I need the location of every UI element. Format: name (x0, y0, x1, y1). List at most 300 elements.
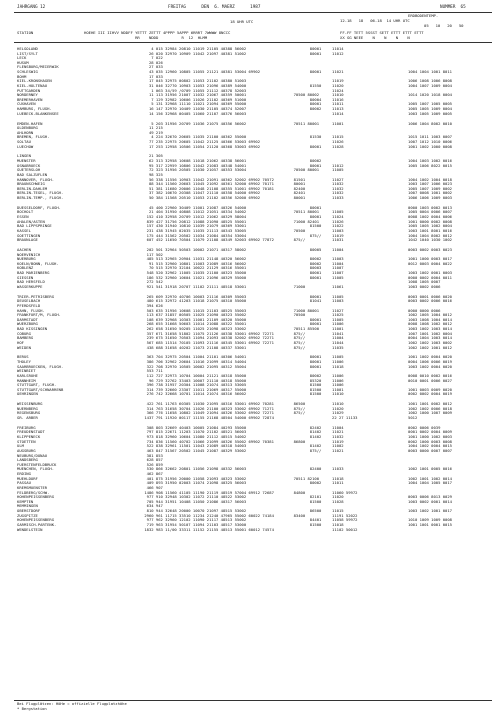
station-right-codes: 11021 (332, 69, 344, 75)
station-right-codes: 11002 (332, 443, 344, 449)
station-code-groups: 31 046 32770 10903 11053 21096 40389 54000 (142, 82, 247, 88)
station-code-groups: 113 637 31857 00505 11025 21090 40323 55002 (142, 312, 247, 318)
station-name: ESSEN (17, 214, 29, 220)
station-name: MEMMINGEN (17, 503, 38, 509)
station-soil-temps: 0003 0002 0006 0016 (408, 298, 452, 304)
station-soil-temps: 1001 1000 0003 0017 (408, 256, 452, 262)
station-extra-codes: 85320 (282, 377, 322, 383)
station-extra-codes: 81500 (282, 521, 322, 527)
station-code-groups: 1486 908 11560 41105 11190 21119 48519 57004 69912 72687 (142, 489, 274, 495)
station-extra-codes: 80004 (282, 96, 322, 102)
station-right-codes: 11029 (332, 410, 344, 416)
station-right-codes: 11003 (332, 298, 344, 304)
station-name: KOBLENZ (17, 265, 34, 271)
station-code-groups: 485 513 32965 20904 11031 21148 40320 56002 (142, 256, 247, 262)
station-name: BRAUNSCHWEIG (17, 181, 45, 187)
station-soil-temps: 1004 1004 1005 0017 (408, 480, 452, 486)
station-code-groups: 396 738 31957 20304 11008 21074 40313 53005 (142, 382, 247, 388)
station-extra-codes: 875// (282, 339, 306, 345)
station-soil-temps: 1010 1009 1009 0008 (408, 517, 452, 523)
station-soil-temps: 0003 0001 0006 0020 (408, 293, 452, 299)
station-soil-temps: 1003 1002 0001 0003 (408, 270, 452, 276)
station-name: SCHLESWIG (17, 69, 38, 75)
station-code-groups: 27 033 (142, 64, 163, 70)
station-code-groups: 734 836 11560 40702 11066 21099 40326 55002 69902 70381 (142, 438, 274, 444)
station-extra-codes: 81550 (282, 82, 322, 88)
station-extra-codes: 84401 (282, 517, 322, 523)
station-name: HELGOLAND (17, 46, 38, 51)
station-right-codes: 11018 (332, 363, 344, 369)
station-name: STUTTGART, FLUGH. (17, 382, 57, 388)
station-code-groups: 152 410 32958 20709 11012 21062 40329 58004 (142, 214, 247, 220)
station-name: BREMEN, FLUGH. (17, 134, 50, 140)
station-soil-temps: 1003 0002 0006 (408, 283, 441, 289)
station-soil-temps: 0002 1000 0003 0008 (408, 438, 452, 444)
station-code-groups: 1832 983 11/00 33311 11152 21155 48513 55001 60012 74574 (142, 526, 274, 532)
station-code-groups: 363 704 32975 20504 11004 21101 40306 54001 (142, 354, 247, 360)
station-name: OEHRINGEN (17, 391, 38, 397)
station-code-groups: 112 727 32973 10704 10004 21121 40318 55000 (142, 372, 247, 378)
table-row (0, 112, 504, 117)
station-code-groups: 366 776 11658 10802 11049 21094 40326 53002 69902 72271 (142, 410, 274, 416)
station-code-groups: 973 818 32960 10604 11080 21112 48515 54002 (142, 434, 247, 440)
station-extra-codes: 875// (282, 410, 306, 416)
station-name: LANDSBERG (17, 457, 38, 463)
station-right-codes: 11027 (332, 176, 344, 182)
station-right-codes: 11027 (332, 307, 344, 313)
station-soil-temps: 1014 1020 1018 0004 (408, 92, 452, 98)
station-code-groups: 17 253 12958 10506 11054 21120 40368 53003 69902 (142, 143, 261, 149)
station-soil-temps: 1005 1005 1009 0004 (408, 106, 452, 112)
station-code-groups: 705 944 31951 10408 11050 21086 40317 56003 (142, 498, 247, 504)
station-extra-codes: 80002 (282, 256, 322, 262)
station-name: HUSUM (17, 59, 29, 65)
station-name: FELDBERG/SCHW. (17, 489, 50, 495)
station-name: PUTTGARDEN (17, 87, 41, 93)
station-code-groups: 553 711 (142, 368, 163, 374)
station-right-codes: 11020 (332, 82, 344, 88)
station-extra-codes: 80002 (282, 480, 322, 486)
station-soil-temps: 0002 0002 0004 0019 (408, 391, 452, 397)
station-name: BERLIN-DAHLEM (17, 185, 48, 191)
station-extra-codes: 70511 80001 (282, 120, 320, 126)
station-extra-codes: 875// (282, 232, 322, 238)
station-soil-temps: 0003 0002 0003 0023 (408, 246, 452, 252)
station-right-codes: 11028 (332, 498, 344, 504)
station-name: EMDEN-HAFEN (17, 120, 43, 126)
station-right-codes: 11011 (332, 480, 344, 486)
station-code-groups: 322 708 32970 10505 10002 21095 40312 55004 (142, 363, 247, 369)
station-soil-temps: 1007 1001 1002 0004 (408, 330, 452, 336)
station-right-codes: 11010 (332, 391, 344, 397)
station-soil-temps: 1003 1005 1009 0005 (408, 110, 452, 116)
station-name: MANNHEIM (17, 377, 36, 383)
station-name: WEINBIET (17, 368, 36, 374)
station-code-groups: 463 847 31567 20502 11045 21087 40329 53002 (142, 447, 247, 453)
station-name: THOLEY (17, 359, 31, 365)
station-right-codes: 11024 (332, 87, 344, 93)
station-soil-temps: 1003 1002 1003 0014 (408, 326, 452, 332)
station-code-groups: 239 675 31650 70503 11094 21093 40338 52002 69902 72271 (142, 335, 274, 341)
station-right-codes: 11021 (332, 429, 344, 435)
station-name: LECK (17, 55, 27, 61)
station-code-groups: 526 859 (142, 461, 163, 467)
station-name: HOHENPEISSENBERG (17, 494, 55, 500)
station-soil-temps: 1006 1008 1006 8008 (408, 78, 452, 84)
station-soil-temps: 1003 1007 1006 0023 (408, 181, 452, 187)
station-code-groups: 503 635 31956 10608 11015 21103 48525 55003 (142, 307, 247, 313)
station-right-codes: 11060 59972 (332, 489, 358, 495)
station-extra-codes: 80002 (282, 372, 322, 378)
station-right-codes: 11011 (332, 101, 344, 107)
station-soil-temps: 1001 1000 1002 0003 (408, 434, 452, 440)
station-code-groups: 231 438 31945 02035 11035 21113 40343 53005 (142, 227, 247, 233)
station-name: BERLIN-TEGEL, FLUGH. (17, 190, 64, 196)
station-soil-temps: 1006 1004 8002 0010 (408, 120, 452, 126)
station-name: BOHM (17, 73, 27, 79)
station-soil-temps: 0000 1003 0002 0013 (408, 204, 452, 210)
station-name: BREMERHAVEN (17, 96, 43, 102)
table-row (0, 392, 504, 397)
station-right-codes: 11004 (332, 260, 344, 266)
station-extra-codes: 71000 82401 (282, 218, 320, 224)
station-extra-codes: 86500 (282, 508, 322, 514)
station-extra-codes: 80001 (282, 359, 322, 365)
station-right-codes: 11022 (332, 223, 344, 229)
station-right-codes: 11014 (332, 46, 344, 51)
station-soil-temps: 1001 1002 0004 0020 (408, 354, 452, 360)
station-soil-temps: 1003 1001 8001 0016 (408, 227, 452, 233)
station-right-codes: 11032 (332, 434, 344, 440)
station-code-groups: 268 655 31668 50603 11014 21088 40322 55001 (142, 321, 247, 327)
station-code-groups: 719 963 31954 50107 11094 21103 48517 53000 (142, 521, 247, 527)
station-name: MUENCHEN, FLUGH. (17, 466, 55, 472)
station-name: GARMISCH-PARTENK. (17, 521, 57, 527)
station-code-groups: 810 944 32648 20000 10070 21097 48515 53002 (142, 508, 247, 514)
station-code-groups: 265 609 32970 40706 10003 21116 40309 55003 (142, 293, 247, 299)
station-soil-temps: 0004 1004 1003 0014 (408, 335, 452, 341)
station-name: FREIBURG (17, 424, 36, 430)
station-extra-codes: 81500 (282, 382, 322, 388)
station-right-codes: 11005 (332, 293, 344, 299)
station-soil-temps: 1006 1006 1009 0003 (408, 195, 452, 200)
station-extra-codes: 70500 (282, 312, 306, 318)
station-right-codes: 11026 (332, 138, 344, 144)
station-name: AHLHORN (17, 129, 34, 135)
station-name: HOF (17, 339, 24, 345)
station-right-codes: 11019 (332, 78, 344, 84)
station-name: SOLTAU (17, 138, 31, 144)
station-right-codes: 11016 (332, 96, 344, 102)
station-code-groups: 202 501 32964 50503 10002 21071 40317 58002 (142, 246, 247, 252)
station-extra-codes: 81500 (282, 223, 322, 229)
station-code-groups: 308 803 32669 40403 10005 21084 40293 55000 (142, 424, 247, 430)
station-soil-temps: 1004 1003 1002 0016 (408, 158, 452, 164)
station-name: DUESSELDORF, FLUGH. (17, 204, 61, 210)
station-code-groups: 4 224 32670 20605 11035 21100 40362 55000 (142, 134, 247, 140)
station-soil-temps: 1004 1002 1004 0018 (408, 176, 452, 182)
station-code-groups: 7 022 (142, 55, 163, 61)
station-right-codes: 11018 (332, 475, 344, 481)
station-right-codes: 11005 (332, 209, 344, 215)
station-code-groups: 797 815 22671 11203 11070 21102 48521 56003 (142, 429, 247, 435)
station-name: PASSAU (17, 480, 31, 486)
station-soil-temps: 0008 1008 1002 0012 (408, 321, 452, 327)
station-soil-temps: 1002 1000 1007 0009 (408, 410, 452, 416)
station-code-groups: 17 033 (142, 73, 163, 79)
station-soil-temps: 1002 1002 1001 0012 (408, 344, 452, 350)
station-code-groups: 7 129 32982 10606 11026 21102 40369 51000 (142, 96, 247, 102)
station-right-codes: 11028 (332, 143, 344, 149)
station-soil-temps: 1001 0000 0002 0008 (408, 218, 452, 224)
station-extra-codes: 82101 (282, 494, 322, 500)
station-extra-codes: 80001 (282, 195, 306, 200)
station-extra-codes: 875// (282, 447, 322, 453)
station-name: LIST/SYLT (17, 50, 38, 56)
station-soil-temps: 1001 0003 0009 0020 (408, 386, 452, 392)
station-soil-temps: 1042 1040 1030 1002 (408, 237, 452, 243)
station-code-groups: 272 542 (142, 279, 163, 285)
station-code-groups: 117 502 (142, 251, 163, 257)
station-extra-codes: 80001 (282, 204, 322, 210)
station-right-codes: 11005 (332, 316, 344, 322)
station-extra-codes: 82401 (282, 190, 306, 196)
station-right-codes: 11033 (332, 466, 344, 472)
table-row (0, 145, 504, 150)
station-code-groups: 11 113 31956 21007 11032 21067 40359 50001 (142, 92, 247, 98)
station-code-groups: 462 867 (142, 471, 163, 477)
station-code-groups: 921 541 31918 20707 11102 21111 48518 53001 (142, 283, 247, 289)
station-extra-codes: 84800 (282, 489, 306, 495)
station-name: NOERVENICH (17, 251, 41, 257)
table-row (0, 285, 504, 290)
station-soil-temps: 1007 1012 1010 0006 (408, 138, 452, 144)
station-code-groups: 98 325 (142, 171, 163, 177)
station-extra-codes: 82400 (282, 466, 322, 472)
station-extra-codes: 80002 (282, 260, 322, 266)
station-soil-temps: 0008 0010 0002 0016 (408, 372, 452, 378)
footer-note-2: * Bergstation (17, 706, 47, 711)
col-right-codes: FF-FF TETT 5SSST SETT ETTT ETTT ETTT (340, 30, 424, 35)
station-extra-codes: 80001 (282, 69, 322, 75)
station-soil-temps: 1005 1005 1002 0004 (408, 223, 452, 229)
station-name: FRANKFURT/M, FLUGH. (17, 312, 61, 318)
station-right-codes: 11032 (332, 185, 344, 191)
station-extra-codes: 71000 80001 (282, 307, 320, 313)
station-name: ERDING (17, 471, 31, 477)
station-extra-codes: 80003 (282, 265, 322, 271)
station-extra-codes: 875// (282, 237, 306, 243)
station-soil-temps: 1002 1001 0005 0016 (408, 466, 452, 472)
station-right-codes: 11006 (332, 372, 344, 378)
station-soil-temps: 1001 1001 0001 0015 (408, 521, 452, 527)
station-right-codes: 11005 (332, 167, 344, 173)
station-right-codes: 11015 (332, 134, 344, 140)
station-extra-codes: 80001 (282, 354, 322, 360)
table-row (0, 346, 504, 351)
station-name: GR. ARBER (17, 415, 38, 421)
station-code-groups: 72 323 31956 20505 11030 21057 40353 53004 (142, 167, 247, 173)
station-right-codes: 11005 (332, 274, 344, 280)
station-right-codes: 11014 (332, 110, 344, 116)
station-right-codes: 11025 (332, 312, 344, 318)
station-name: NUERNBERG (17, 405, 38, 411)
station-soil-temps: 0000 0002 0004 0011 (408, 274, 452, 280)
station-soil-temps: 0012 0003 0004 0022 (408, 260, 452, 266)
station-code-groups: 386 706 32962 20604 11016 21099 40314 54004 (142, 359, 247, 365)
station-right-codes: 11041 (332, 330, 344, 336)
station-soil-temps: 1001 1002 1000 0008 (408, 143, 452, 149)
header-rule-bottom (14, 42, 492, 43)
station-name: NEUBURG/DONAU (17, 452, 48, 458)
station-code-groups: 21 305 (142, 153, 163, 159)
station-code-groups: 314 739 32660 23307 11011 21069 40317 55000 (142, 386, 247, 392)
station-right-codes: 11001 (332, 386, 344, 392)
station-code-groups: 607 452 11650 70504 11079 21108 40349 52003 69902 77872 (142, 237, 274, 243)
station-right-codes: 11003 (332, 256, 344, 262)
station-soil-temps: 1002 1001 1002 0014 (408, 475, 452, 481)
station-name: STOETTEN (17, 438, 36, 444)
station-name: COBURG (17, 330, 31, 336)
station-code-groups: 466 907 (142, 484, 163, 490)
station-extra-codes: 70500 80001 (282, 167, 320, 173)
station-name: WEIDEN (17, 344, 31, 350)
station-code-groups: 11 215 (142, 125, 163, 131)
station-extra-codes: 80001 (282, 293, 322, 299)
station-extra-codes: 875// (282, 344, 306, 350)
station-code-groups: 95 317 22959 10806 11042 21083 40348 54001 (142, 162, 247, 168)
station-name: PFERDSFELD (17, 303, 41, 308)
station-soil-temps: 1005 1007 1009 0002 (408, 185, 452, 191)
station-code-groups: 977 910 32948 10302 11072 21110 48522 53002 (142, 494, 247, 500)
station-right-codes: 11019 (332, 232, 344, 238)
station-code-groups: 977 962 32960 12102 11090 21117 48513 55002 (142, 517, 247, 523)
station-name: LUEBECK-BLANKENSEE (17, 110, 59, 116)
station-soil-temps: 0004 1006 0006 0019 (408, 359, 452, 365)
station-code-groups: 5 203 31956 20709 11036 21075 40356 56002 (142, 120, 247, 126)
table-row (0, 528, 504, 533)
station-extra-codes: 82402 (282, 424, 322, 430)
station-soil-temps: 1004 1007 1009 0004 (408, 82, 452, 88)
station-code-groups: 438 688 31658 40202 11073 21108 40337 53001 (142, 344, 247, 350)
station-name: AHALEN/ASTEN (17, 218, 45, 224)
station-name: MUEHLDORF (17, 475, 38, 481)
station-soil-temps: 1004 1002 0004 0015 (408, 443, 452, 449)
station-extra-codes: 80001 (282, 50, 322, 56)
station-name: FLENSBURG/MEIERWIK (17, 64, 59, 70)
station-right-codes: 11013 (332, 106, 344, 112)
station-name: BOCHOLT (17, 209, 34, 215)
station-right-codes: 11102 50012 (332, 526, 358, 532)
station-extra-codes: 80001 (282, 214, 322, 220)
station-right-codes: 11010 (332, 401, 344, 407)
station-code-groups: 4 015 32984 20810 11019 21105 40388 56002 (142, 46, 247, 51)
station-name: BERUS (17, 354, 29, 360)
station-name: BAD MARIENBERG (17, 270, 50, 276)
station-extra-codes: 80001 (282, 316, 322, 322)
station-code-groups: 16 147 32970 10409 11030 21105 40374 52007 (142, 106, 247, 112)
station-right-codes: 11012 (332, 162, 344, 168)
table-row (0, 416, 504, 421)
utc-main: 18 UHR UTC (230, 19, 254, 24)
station-extra-codes: 86500 (282, 401, 306, 407)
table-row (0, 238, 504, 243)
station-code-groups: 357 671 31658 51802 11075 21126 40338 53001 69902 72271 (142, 330, 274, 336)
station-name: HOHENPEISSENBERG (17, 517, 55, 523)
station-code-groups: 1 063 34/59 /0709 11055 21112 40378 52003 (142, 87, 247, 93)
station-name: WUERZBURG (17, 321, 38, 327)
station-right-codes: 11024 (332, 214, 344, 220)
station-code-groups: 276 742 32668 10701 11014 21074 40316 56002 (142, 391, 247, 397)
col-main-codes: HOEHE III IIHVV NDDFF YETTT ZETTT 4PPPP 5APPP 6RRRT 7WWWW 8NCCC (84, 30, 231, 35)
station-soil-temps: 1005 0004 0006 0007 (408, 209, 452, 215)
station-code-groups: 634 947 (142, 503, 163, 509)
station-extra-codes: 875// (282, 330, 306, 336)
utc-right: 12-18 18 06-18 14 UHR UTC (340, 18, 410, 23)
station-name: WEISSENBURG (17, 401, 43, 407)
station-right-codes: 11010 (332, 92, 344, 98)
station-code-groups: 628 857 (142, 457, 163, 463)
station-name: SAARBRUECKEN, FLUGH. (17, 363, 64, 369)
station-code-groups: 50 384 11568 20510 11053 21102 40356 52000 69902 (142, 195, 261, 200)
station-code-groups: 26 020 32970 10909 11042 21097 40381 51002 (142, 50, 247, 56)
station-code-groups: 381 853 (142, 452, 163, 458)
station-extra-codes: 875// (282, 335, 306, 341)
station-code-groups: 1437 791 11920 00117 11155 21168 48504 54000 69902 72874 (142, 415, 274, 421)
station-soil-temps: 1003 0002 0001 0014 (408, 498, 452, 504)
station-soil-temps: 1004 1004 1001 8011 (408, 69, 452, 75)
station-extra-codes: 80001 (282, 274, 322, 280)
station-code-groups: 262 658 31650 50205 11025 21098 40323 53002 (142, 326, 247, 332)
station-right-codes: 11061 (332, 283, 344, 289)
station-soil-temps: 1008 1005 0007 (408, 279, 441, 285)
station-code-groups: 5 131 32968 11110 11021 21094 40369 55000 (142, 101, 247, 107)
station-code-groups: 480 615 32972 41203 11018 21075 40310 55000 (142, 298, 247, 304)
station-right-codes: 11020 (332, 405, 344, 411)
station-name: KARLSRUHE (17, 372, 38, 378)
station-code-groups: 157 430 31940 10810 11039 21079 40369 53001 (142, 223, 247, 229)
station-right-codes: 11032 (332, 190, 344, 196)
station-name: TRIER-PETRISBERG (17, 293, 55, 299)
station-right-codes: 11031 (332, 237, 344, 243)
station-soil-temps: 0010 0001 0006 0027 (408, 377, 452, 383)
station-right-codes: 11019 (332, 438, 344, 444)
station-extra-codes: 80002 (282, 158, 322, 164)
station-name: HAMBURG, FLUGH. (17, 106, 52, 112)
station-name: AUGSBURG (17, 447, 36, 453)
station-extra-codes: 80001 (282, 363, 322, 369)
station-name: NUERBURG (17, 256, 36, 262)
station-soil-temps: 5012 (408, 415, 418, 421)
station-extra-codes: 80005 (282, 246, 322, 252)
station-extra-codes: 81500 (282, 386, 322, 392)
station-name: MUENSTER (17, 158, 36, 164)
station-soil-temps: 0001 0002 0004 0009 (408, 429, 452, 435)
station-extra-codes: 81501 (282, 176, 306, 182)
station-soil-temps: 1007 0008 1001 0002 (408, 190, 452, 196)
station-soil-temps: 1002 1002 0006 0018 (408, 405, 452, 411)
station-code-groups: 17 045 32975 00802 11053 21102 40380 51003 (142, 78, 247, 84)
station-extra-codes: 83400 (282, 512, 306, 518)
station-right-codes: 11033 (332, 195, 344, 200)
report-date: FREITAG DEN 6. MAERZ 1987 (168, 5, 261, 10)
soil-depths: 05 10 20 50 (424, 23, 464, 28)
station-soil-temps: 1004 1004 8002 0012 (408, 232, 452, 238)
station-name: OSNABRUECK (17, 162, 41, 168)
station-name: AACHEN (17, 246, 31, 252)
station-name: BAD HERSFELD (17, 279, 45, 285)
col-right-codes-2: XX GG NEEE N N N N (340, 34, 410, 40)
